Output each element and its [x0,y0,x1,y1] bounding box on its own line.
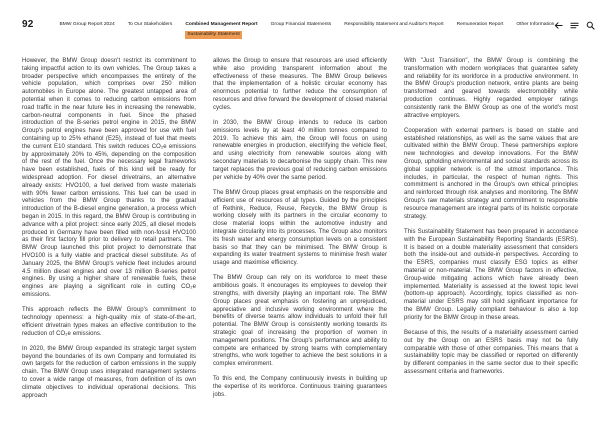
top-nav [60,20,555,39]
paragraph: This approach reflects the BMW Group's commitment to technology openness: a high-quality mix of state-of-the-art, efficient drivetrain types makes an effective contribution to the reduction of CO₂e emissions. [22,307,196,337]
nav-item-label: Group Financial Statements [270,22,332,27]
nav-subitem-sustainability-statement[interactable]: Sustainability Statement [187,32,240,37]
paragraph: This Sustainability Statement has been prepared in accordance with the European Sustainability Reporting Standards (ESRS). It is based on a double materiality assessment that considers both the inside-out and outside-in perspectives. According to the ESRS, companies must classify ESG topics as either material or non-material. The BMW Group factors in effective, Group-wide mitigating actions which have already been implemented. Materiality is assessed at the lowest topic level (bottom-up approach). Accordingly, topics classified as non-material under ESRS may still hold significant importance for the BMW Group. Legally compliant behaviour is also a top priority for the BMW Group in these areas. [404,228,578,321]
nav-item-bmw-group-report-2024[interactable] [60,22,115,28]
paragraph: Cooperation with external partners is based on stable and established relationships, as well as the same values that are cultivated within the BMW Group. These partnerships explore new technologies and develop innovations. For the BMW Group, upholding environmental and social standards across its global supplier network is of the utmost importance. This includes, in particular, the respect of human rights. This commitment is anchored in the Group's own ethical principles and reinforced through risk analyses and monitoring. The BMW Group's raw materials strategy and commitment to responsible resource management are integral parts of its holistic corporate strategy. [404,127,578,220]
text-column-3 [404,58,578,400]
paragraph: With "Just Transition", the BMW Group is combining the transformation with modern workplaces that guarantee safety and reliability for its workforce in a productive environment. In the BMW Group's production network, entire plants are being transformed and geared towards electromobility while production continues. Highly regarded employer ratings consistently rank the BMW Group as one of the world's most attractive employers. [404,58,578,119]
nav-item-other-information[interactable] [516,22,554,28]
nav-item-label: Other Information [516,22,555,27]
paragraph: In 2030, the BMW Group intends to reduce its carbon emissions levels by at least 40 million tonnes compared to 2019. To achieve this aim, the Group will focus on using renewable energies in production, electrifying the vehicle fleet, and using electricity from renewable sources along with secondary materials to decarbonise the supply chain. This new target replaces the previous goal of reducing carbon emissions per vehicle by 40% over the same period. [213,120,387,181]
nav-item-label: Combined Management Report [185,22,258,27]
page-header [22,20,578,39]
nav-item-to-our-stakeholders[interactable] [128,22,173,28]
paragraph: In 2020, the BMW Group expanded its strategic target system beyond the boundaries of its own Company and formulated its own targets for the reduction of carbon emissions in the supply chain. The BMW Group uses integrated management systems to cover a wide range of measures, from definition of its own climate objectives to individual operational decisions. This approach [22,345,196,399]
back-arrow-icon[interactable] [554,21,563,30]
page-number: 92 [22,19,34,30]
nav-item-responsibility-statement-and-auditor-s-report[interactable] [344,22,443,28]
paragraph: allows the Group to ensure that resources are used efficiently while also providing transparent information about the effectiveness of these measures. The BMW Group believes that the implementation of a holistic circular economy has enormous potential to further reduce the consumption of resources and drive forward the development of closed material cycles. [213,58,387,111]
text-column-2 [213,58,387,400]
paragraph: The BMW Group places great emphasis on the responsible and efficient use of resources of all types. Guided by the principles of Rethink, Reduce, Reuse, Recycle, the BMW Group is working closely with its partners in the circular economy to close material loops within the automotive industry and integrate circularity into its processes. The Group also monitors its fresh water and energy consumption levels on a consistent basis so that they can be minimised. The BMW Group is expanding its water treatment systems to minimise fresh water usage and maximise efficiency. [213,189,387,267]
nav-item-label: BMW Group Report 2024 [59,22,115,27]
header-icons [554,20,595,30]
text-column-1 [22,58,196,400]
content-columns [22,58,578,400]
nav-item-label: To Our Stakeholders [127,22,173,27]
table-of-contents-icon[interactable] [570,21,579,30]
nav-item-group-financial-statements[interactable] [271,22,332,28]
paragraph: The BMW Group can rely on its workforce to meet these ambitious goals. It encourages its employees to develop their strengths, with diversity playing an important role. The BMW Group places great emphasis on fostering an unprejudiced, appreciative and inclusive working environment where the benefits of diverse teams allow individuals to unfold their full potential. The BMW Group is consistently working towards its strategic goal of increasing the proportion of women in management positions. The Group's performance and ability to compete are enhanced by strong teams with complementary strengths, who work together to achieve the best solutions in a complex environment. [213,275,387,368]
paragraph: To this end, the Company continuously invests in building up the expertise of its workforce. Continuous training guarantees jobs. [213,376,387,399]
nav-item-label: Responsibility Statement and Auditor's Report [344,22,444,27]
nav-item-remuneration-report[interactable] [457,22,504,28]
paragraph: Because of this, the results of a materiality assessment carried out by the Group on an ESRS basis may not be fully comparable with those of other companies. This means that a sustainability topic may be classified or reported on differently by different companies in the same sector due to their specific assessment criteria and frameworks. [404,330,578,375]
paragraph: However, the BMW Group doesn't restrict its commitment to taking impactful action to its own vehicles. The Group takes a broader perspective which encompasses the entirety of the vehicle population, which comprises over 250 million automobiles in Europe alone. The greatest untapped area of potential when it comes to reducing carbon emissions from road traffic in the near future lies in increasing the renewable, carbon-neutral components in fuel. Since the phased introduction of the B-series petrol engine in 2015, the BMW Group's petrol engines have been approved for use with fuel containing up to 25% ethanol (E25), instead of fuel that meets the current E10 standard. This switch reduces CO₂e emissions by approximately 20% to 45%, depending on the composition of the rest of the fuel. Once the necessary legal frameworks have been established, fuels of this kind will be ready for widespread adoption. For diesel drivetrains, an alternative already exists: HVO100, a fuel derived from waste materials with 90% fewer carbon emissions. This fuel can be used in vehicles from the BMW Group thanks to the gradual introduction of the B-diesel engine generation, a process which began in 2015. In this regard, the BMW Group is contributing in advance with a pilot project: since early 2025, all diesel models produced in Germany have been filled with non-fossil HVO100 as their first factory fill prior to delivery to retail partners. The BMW Group launched this pilot project to demonstrate that HVO100 is a fully viable and practical diesel substitute. As of January 2025, the BMW Group's vehicle fleet includes around 4.5 million diesel engines and over 13 million B-series petrol engines. By using a higher share of renewable fuels, these engines are playing a significant role in cutting CO₂e emissions. [22,58,196,298]
search-icon[interactable] [586,21,595,30]
nav-item-combined-management-report[interactable] [185,22,257,39]
nav-item-label: Remuneration Report [456,22,504,27]
